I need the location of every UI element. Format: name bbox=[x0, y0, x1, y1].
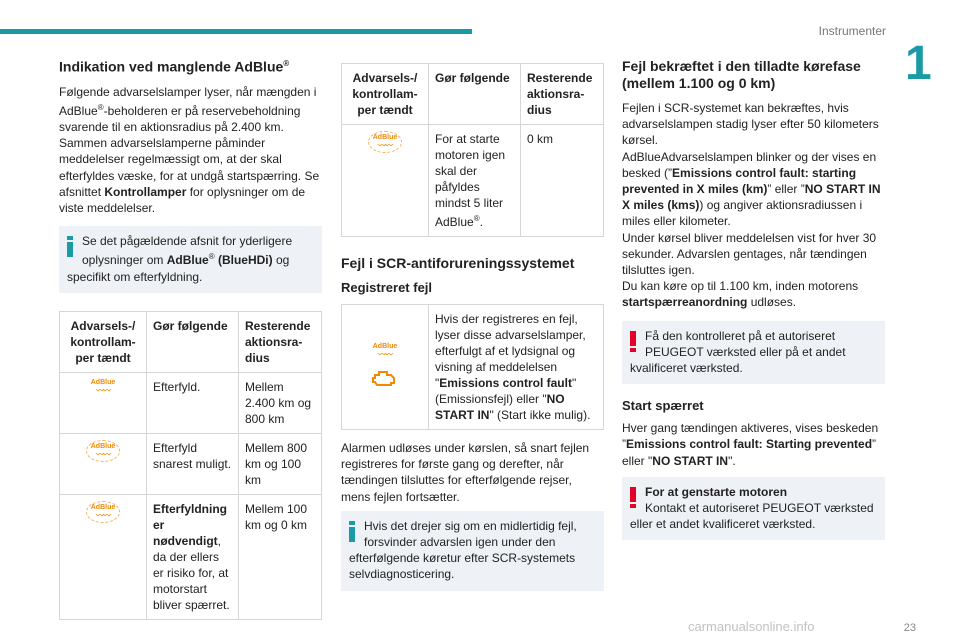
warning-note: For at genstarte motoren Kontakt et autoriseret PEUGEOT værksted eller et andet kvalificeret værksted. bbox=[622, 477, 885, 541]
chapter-number: 1 bbox=[905, 37, 932, 90]
adblue-lamp-icon: AdBlue 〰〰 bbox=[372, 343, 398, 359]
warning-icon bbox=[630, 331, 636, 352]
engine-icon bbox=[372, 369, 398, 387]
warning-icon bbox=[630, 487, 636, 508]
paragraph: Under kørsel bliver meddelelsen vist for hver 30 sekunder. Advarslen gentages, når tændingen tilsluttes igen. bbox=[622, 230, 877, 278]
header-bar bbox=[0, 29, 472, 34]
column-2 bbox=[341, 63, 604, 591]
table-row: AdBlue 〰〰 Efterfyldning er nødvendigt, da der ellers er risiko for, at motorstart bliver spærret. Mellem 100 km og 0 km bbox=[60, 494, 322, 619]
heading-confirmed-fault: Fejl bekræftet i den tilladte kørefase (mellem 1.100 og 0 km) bbox=[622, 58, 861, 91]
heading-adblue-missing: Indikation ved manglende AdBlue® bbox=[59, 58, 290, 75]
paragraph: Du kan køre op til 1.100 km, inden motorens startspærreanordning udløses. bbox=[622, 279, 859, 310]
paragraph: AdBlueAdvarselslampen blinker og der vises en besked (”Emissions control fault: starting prevented in X miles (km)” eller ”NO START IN X miles (kms)) og angiver aktionsradiussen i miles eller kilometer. bbox=[622, 149, 881, 229]
subheading-start-blocked: Start spærret bbox=[622, 398, 704, 414]
alarm-paragraph: Alarmen udløses under kørslen, så snart fejlen registreres for første gang og derefter, når tændingen tilsluttes for efterfølgende rejser, mens fejlen fortsætter. bbox=[341, 441, 590, 504]
adblue-lamp-icon: AdBlue 〰〰 bbox=[368, 131, 403, 153]
table-header-row: Advarsels-/ kontrollam-per tændt Gør følgende Resterende aktionsra-dius bbox=[342, 64, 604, 125]
column-3 bbox=[622, 58, 885, 540]
adblue-range-table bbox=[59, 311, 322, 620]
warning-note: Få den kontrolleret på et autoriseret PEUGEOT værksted eller på et andet kvalificeret værksted. bbox=[622, 321, 885, 385]
table-row: AdBlue 〰〰 Efterfyld. Mellem 2.400 km og 800 km bbox=[60, 372, 322, 433]
table-row: AdBlue 〰〰 Efterfyld snarest muligt. Mellem 800 km og 100 km bbox=[60, 433, 322, 494]
scr-fault-table bbox=[341, 304, 604, 430]
intro-paragraph: Følgende advarselslamper lyser, når mængden i AdBlue®-beholderen er på reservebeholdning svarende til en aktionsradius på 2.400 km. Sammen advarselslamperne påminder meddelelser regelmæssigt om, at der skal efterfyldes væske, for at undgå startspærring. Se afsnittet Kontrollamper for oplysninger om de viste meddelelser. bbox=[59, 84, 320, 216]
info-icon bbox=[67, 236, 73, 257]
adblue-lamp-icon: AdBlue 〰〰 bbox=[86, 501, 121, 523]
info-note: Hvis det drejer sig om en midlertidig fejl, forsvinder advarslen igen under den efterfølgende køretur efter SCR-systemets selvdiagnosticering. bbox=[341, 511, 604, 591]
column-1 bbox=[59, 55, 322, 620]
info-note: Se det pågældende afsnit for yderligere oplysninger om AdBlue® (BlueHDi) og specifikt om efterfyldning. bbox=[59, 226, 322, 293]
table-header-row: Advarsels-/ kontrollam-per tændt Gør følgende Resterende aktionsra-dius bbox=[60, 311, 322, 372]
table-row: AdBlue 〰〰 For at starte motoren igen skal der påfyldes mindst 5 liter AdBlue®. 0 km bbox=[342, 125, 604, 237]
section-title: Instrumenter bbox=[818, 24, 886, 38]
page-number: 23 bbox=[903, 622, 916, 634]
heading-scr-fault: Fejl i SCR-antiforureningssystemet bbox=[341, 255, 575, 271]
adblue-zero-table bbox=[341, 63, 604, 237]
adblue-lamp-icon: AdBlue 〰〰 bbox=[90, 378, 116, 395]
paragraph: Fejlen i SCR-systemet kan bekræftes, hvis advarselslampen stadig lyser efter 50 kilometers kørsel. bbox=[622, 101, 879, 148]
watermark: carmanualsonline.info bbox=[688, 619, 815, 634]
adblue-lamp-icon: AdBlue 〰〰 bbox=[86, 440, 121, 462]
info-icon bbox=[349, 521, 355, 542]
subheading-registered-fault: Registreret fejl bbox=[341, 280, 433, 295]
table-row: AdBlue 〰〰 Hvis der registreres en fejl, lyser disse advarselslamper, efterfulgt af et lydsignal og visning af meddelelsen "Emissions control fault" (Emissionsfejl) eller "NO START IN" (Start ikke mulig). bbox=[342, 305, 604, 430]
paragraph: Hver gang tændingen aktiveres, vises beskeden ”Emissions control fault: Starting prevented” eller "NO START IN". bbox=[622, 421, 879, 468]
